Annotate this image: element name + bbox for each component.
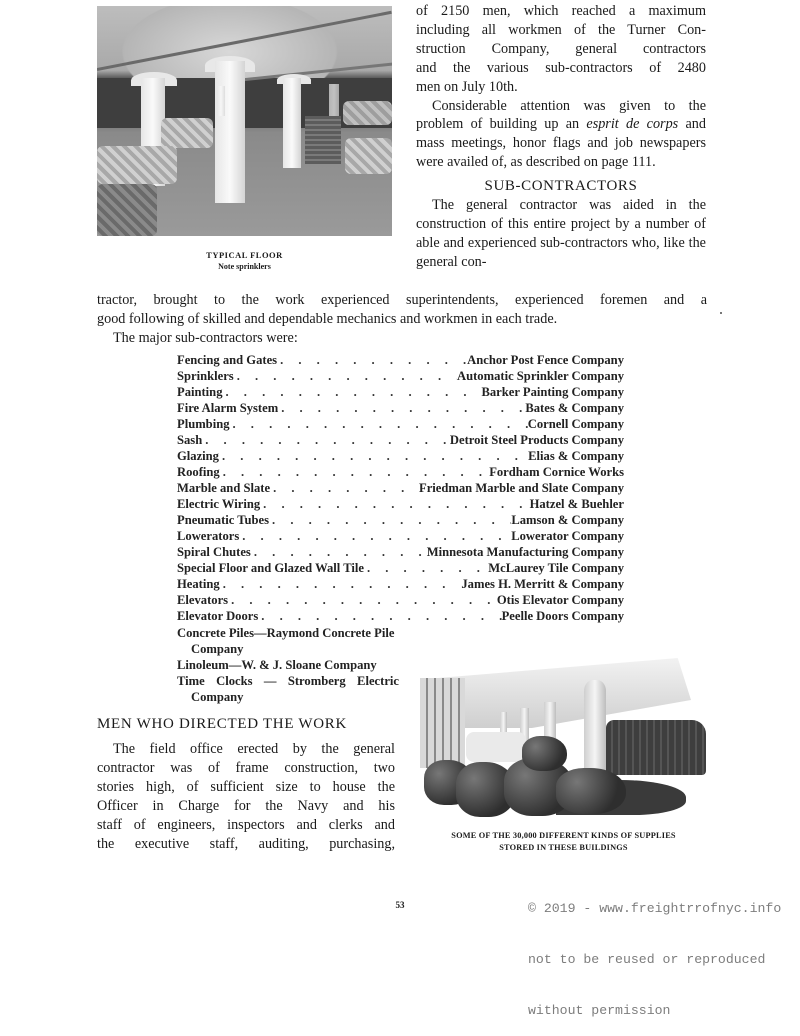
trade: Plumbing	[177, 417, 230, 431]
table-row	[177, 480, 624, 496]
trade: Roofing	[177, 465, 220, 479]
leader-dots	[234, 368, 457, 384]
watermark-line: not to be reused or reproduced	[528, 952, 766, 967]
caption-subtitle: Note sprinklers	[218, 262, 271, 271]
watermark-line: without permission	[528, 1003, 671, 1018]
trade: Heating	[177, 577, 220, 591]
trade: Electric Wiring	[177, 497, 261, 511]
copyright-watermark	[528, 866, 781, 1036]
firm: Lowerator Company	[511, 529, 624, 543]
storage-bins	[606, 720, 706, 775]
text-line: good following of skilled and dependable mechanics and workmen in each trade.	[97, 310, 558, 327]
text-line: including all workmen of the Turner Con-	[416, 21, 706, 38]
list-intro: The major sub-contractors were:	[113, 329, 298, 346]
leader-dots	[260, 496, 529, 512]
table-row	[177, 464, 624, 480]
sub-contractors-paragraph: The general contractor was aided in the construction of this entire project by a number of able and experienced sub-contractors who, like the general con-	[416, 197, 706, 270]
firm: Elias & Company	[528, 449, 624, 463]
text-span: and mass meetings, honor flags and job newspapers were availed of, as described on page 111.	[416, 116, 706, 171]
leader-dots	[228, 592, 497, 608]
intro-text	[416, 2, 706, 272]
text-line: Officer in Charge for the Navy and his	[97, 797, 395, 814]
leader-dots	[230, 416, 528, 432]
text-line: the executive staff, auditing, purchasing,	[97, 835, 395, 852]
table-row	[177, 368, 624, 384]
table-row	[177, 592, 624, 608]
text-line: contractor was of frame construction, two	[97, 759, 395, 776]
leader-dots	[364, 560, 488, 576]
firm: Lamson & Company	[511, 513, 624, 527]
sub-contractors-continuation	[97, 291, 707, 348]
sub-contractors-table	[177, 352, 624, 624]
text-line: struction Company, general contractors	[416, 40, 706, 57]
table-row	[177, 544, 624, 560]
trade: Sash	[177, 433, 203, 447]
text-line: and the various sub-contractors of 2480	[416, 59, 706, 76]
window	[420, 678, 465, 768]
text-line: of 2150 men, which reached a maximum	[416, 3, 706, 19]
leader-dots	[258, 608, 501, 624]
firm: Detroit Steel Products Company	[449, 433, 624, 447]
table-row	[177, 528, 624, 544]
firm: Barker Painting Company	[481, 385, 624, 399]
trade: Fencing and Gates	[177, 353, 278, 367]
table-row	[177, 400, 624, 416]
caption-line: SOME OF THE 30,000 DIFFERENT KINDS OF SUPPLIES	[451, 831, 676, 840]
table-row	[177, 416, 624, 432]
text-line: staff of engineers, inspectors and clerks and	[97, 816, 395, 833]
extra-entry: Concrete Piles—Raymond Concrete Pile Company	[177, 626, 395, 656]
table-row	[177, 448, 624, 464]
leader-dots	[220, 576, 462, 592]
leader-dots	[219, 448, 528, 464]
trade: Lowerators	[177, 529, 240, 543]
trade: Sprinklers	[177, 369, 234, 383]
text-line: The field office erected by the general	[113, 741, 395, 757]
trade: Glazing	[177, 449, 219, 463]
italic-phrase: esprit de corps	[586, 116, 679, 133]
firm: Otis Elevator Company	[496, 593, 624, 607]
leader-dots	[277, 352, 467, 368]
leader-dots	[202, 432, 450, 448]
table-row	[177, 432, 624, 448]
leader-dots	[251, 544, 427, 560]
text-line: men on July 10th.	[416, 78, 518, 95]
men-who-directed-text	[97, 740, 395, 853]
table-row	[177, 576, 624, 592]
esprit-paragraph	[416, 97, 706, 173]
page-number: 53	[395, 900, 405, 910]
firm: McLaurey Tile Company	[488, 561, 624, 575]
leader-dots	[220, 464, 490, 480]
ceiling	[426, 658, 691, 728]
leader-dots	[223, 384, 482, 400]
firm: Bates & Company	[525, 401, 624, 415]
table-row	[177, 608, 624, 624]
caption-title: TYPICAL FLOOR	[206, 250, 283, 260]
scan-speck	[720, 312, 722, 314]
firm: Minnesota Manufacturing Company	[426, 545, 624, 559]
typical-floor-caption	[97, 249, 392, 272]
men-who-directed-heading: MEN WHO DIRECTED THE WORK	[97, 716, 347, 732]
table-row	[177, 384, 624, 400]
table-row	[177, 560, 624, 576]
trade: Fire Alarm System	[177, 401, 279, 415]
trade: Special Floor and Glazed Wall Tile	[177, 561, 364, 575]
firm: Automatic Sprinkler Company	[457, 369, 624, 383]
firm: James H. Merritt & Company	[461, 577, 624, 591]
firm: Anchor Post Fence Company	[467, 353, 624, 367]
extra-entry: Time Clocks — Stromberg Electric Company	[177, 674, 399, 704]
leader-dots	[278, 400, 525, 416]
firm: Fordham Cornice Works	[489, 465, 624, 479]
firm: Cornell Company	[527, 417, 624, 431]
firm: Friedman Marble and Slate Company	[419, 481, 624, 495]
supplies-caption	[416, 830, 711, 853]
trade: Elevators	[177, 593, 229, 607]
firm: Hatzel & Buehler	[529, 497, 624, 511]
table-row	[177, 496, 624, 512]
text-line: tractor, brought to the work experienced superintendents, experienced foremen and a	[97, 292, 707, 308]
trade: Marble and Slate	[177, 481, 271, 495]
leader-dots	[270, 480, 419, 496]
sub-contractors-heading: SUB-CONTRACTORS	[484, 178, 638, 195]
supplies-photo	[416, 650, 711, 822]
firm: Peelle Doors Company	[501, 609, 624, 623]
watermark-line: © 2019 - www.freightrrofnyc.info	[528, 901, 782, 916]
trade: Pneumatic Tubes	[177, 513, 270, 527]
trade: Painting	[177, 385, 223, 399]
caption-line: STORED IN THESE BUILDINGS	[499, 842, 628, 852]
extra-entry: Linoleum—W. & J. Sloane Company	[177, 658, 377, 672]
trade: Elevator Doors	[177, 609, 259, 623]
table-row	[177, 512, 624, 528]
sub-contractors-extra	[177, 625, 399, 705]
typical-floor-photo	[97, 6, 392, 236]
trade: Spiral Chutes	[177, 545, 251, 559]
leader-dots	[239, 528, 511, 544]
leader-dots	[269, 512, 511, 528]
text-line: stories high, of sufficient size to house the	[97, 778, 395, 795]
table-row	[177, 352, 624, 368]
text-span: Considerable attention was given to the problem of building up an	[416, 97, 706, 133]
